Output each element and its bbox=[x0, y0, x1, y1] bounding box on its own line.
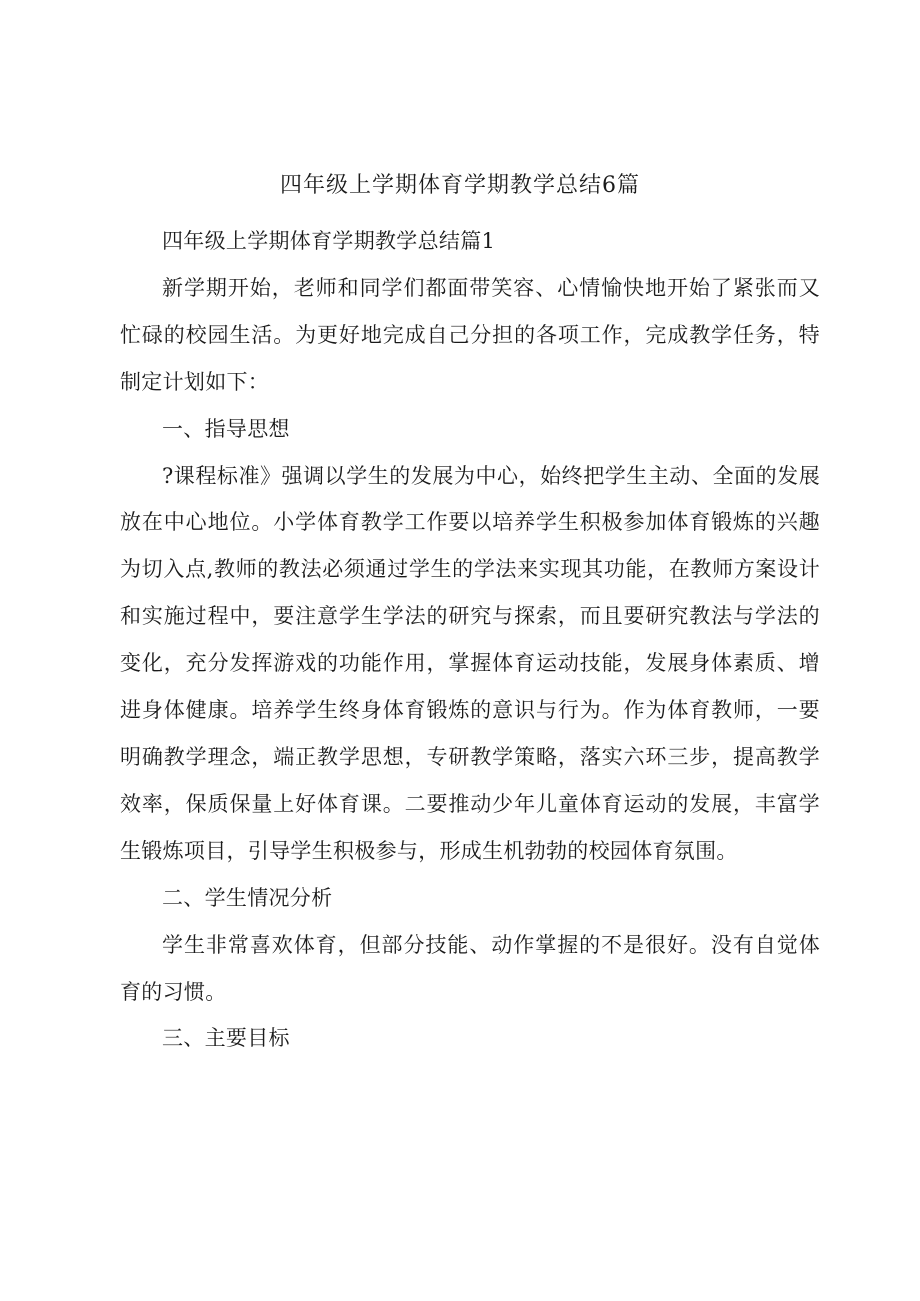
document-title: 四年级上学期体育学期教学总结6篇 bbox=[280, 173, 640, 198]
body-paragraph: ?课程标准》强调以学生的发展为中心，始终把学生主动、全面的发展放在中心地位。小学体育教学工作要以培养学生积极参加体育锻炼的兴趣为切入点,教师的教法必须通过学生的学法来实现其功能，在教师方案设计和实施过程中，要注意学生学法的研究与探索，而且要研究教法与学法的变化，充分发挥游戏的功能作用，掌握体育运动技能，发展身体素质、增进身体健康。培养学生终身体育锻炼的意识与行为。作为体育教师，一要明确教学理念，端正教学思想，专研教学策略，落实六环三步，提高教学效率，保质保量上好体育课。二要推动少年儿童体育运动的发展，丰富学生锻炼项目，引导学生积极参与，形成生机勃勃的校园体育氛围。 bbox=[120, 463, 820, 863]
body-paragraph: 新学期开始，老师和同学们都面带笑容、心情愉快地开始了紧张而又忙碌的校园生活。为更好地完成自己分担的各项工作，完成教学任务，特制定计划如下： bbox=[120, 275, 820, 394]
section-heading: 四年级上学期体育学期教学总结篇1 bbox=[162, 229, 496, 253]
document-body bbox=[120, 218, 820, 1062]
section-heading: 二、学生情况分析 bbox=[162, 885, 333, 910]
section-heading: 一、指导思想 bbox=[162, 416, 290, 441]
body-paragraph: 学生非常喜欢体育，但部分技能、动作掌握的不是很好。没有自觉体育的习惯。 bbox=[120, 932, 820, 1004]
section-heading: 三、主要目标 bbox=[162, 1026, 290, 1051]
